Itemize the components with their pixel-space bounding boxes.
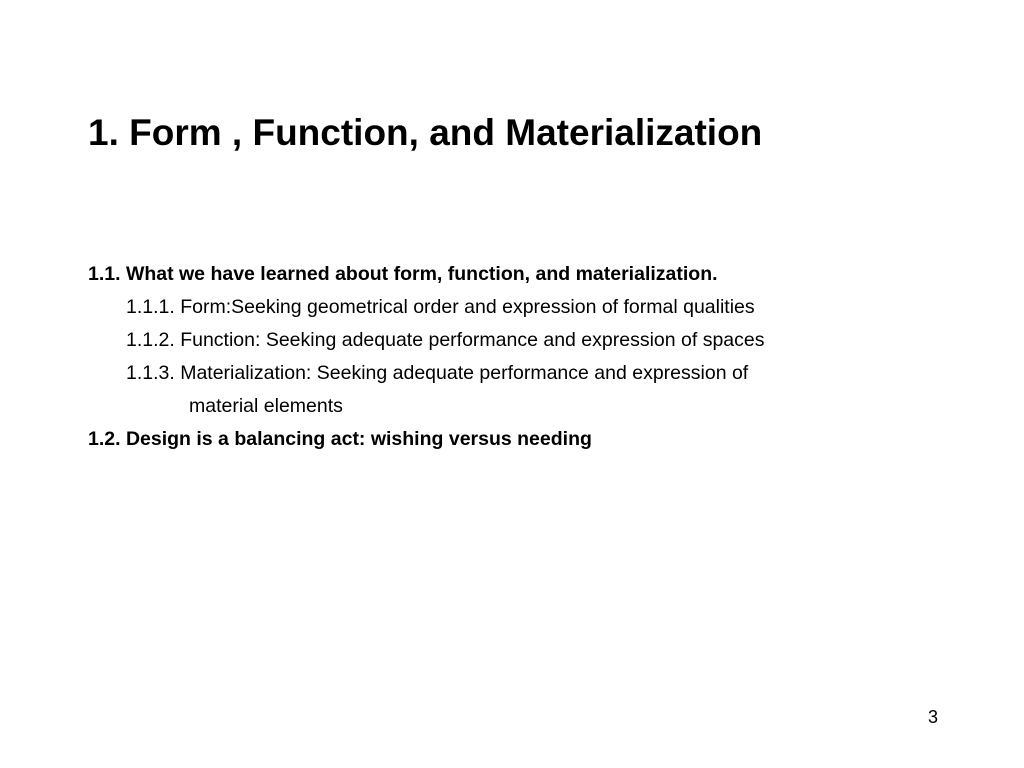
outline-item-1-1-1: 1.1.1. Form:Seeking geometrical order and expression of formal qualities	[126, 296, 755, 318]
outline-item-1-2: 1.2. Design is a balancing act: wishing versus needing	[88, 428, 592, 450]
outline-item-1-1-3: 1.1.3. Materialization: Seeking adequate performance and expression of	[126, 362, 749, 384]
outline-item-1-1-3-continuation: material elements	[189, 395, 343, 417]
outline-item-1-1-2: 1.1.2. Function: Seeking adequate performance and expression of spaces	[126, 329, 765, 351]
outline-item-1-1: 1.1. What we have learned about form, function, and materialization.	[88, 263, 718, 285]
outline	[88, 258, 948, 456]
page-number: 3	[927, 707, 938, 727]
slide-title: 1. Form , Function, and Materialization	[88, 112, 763, 153]
